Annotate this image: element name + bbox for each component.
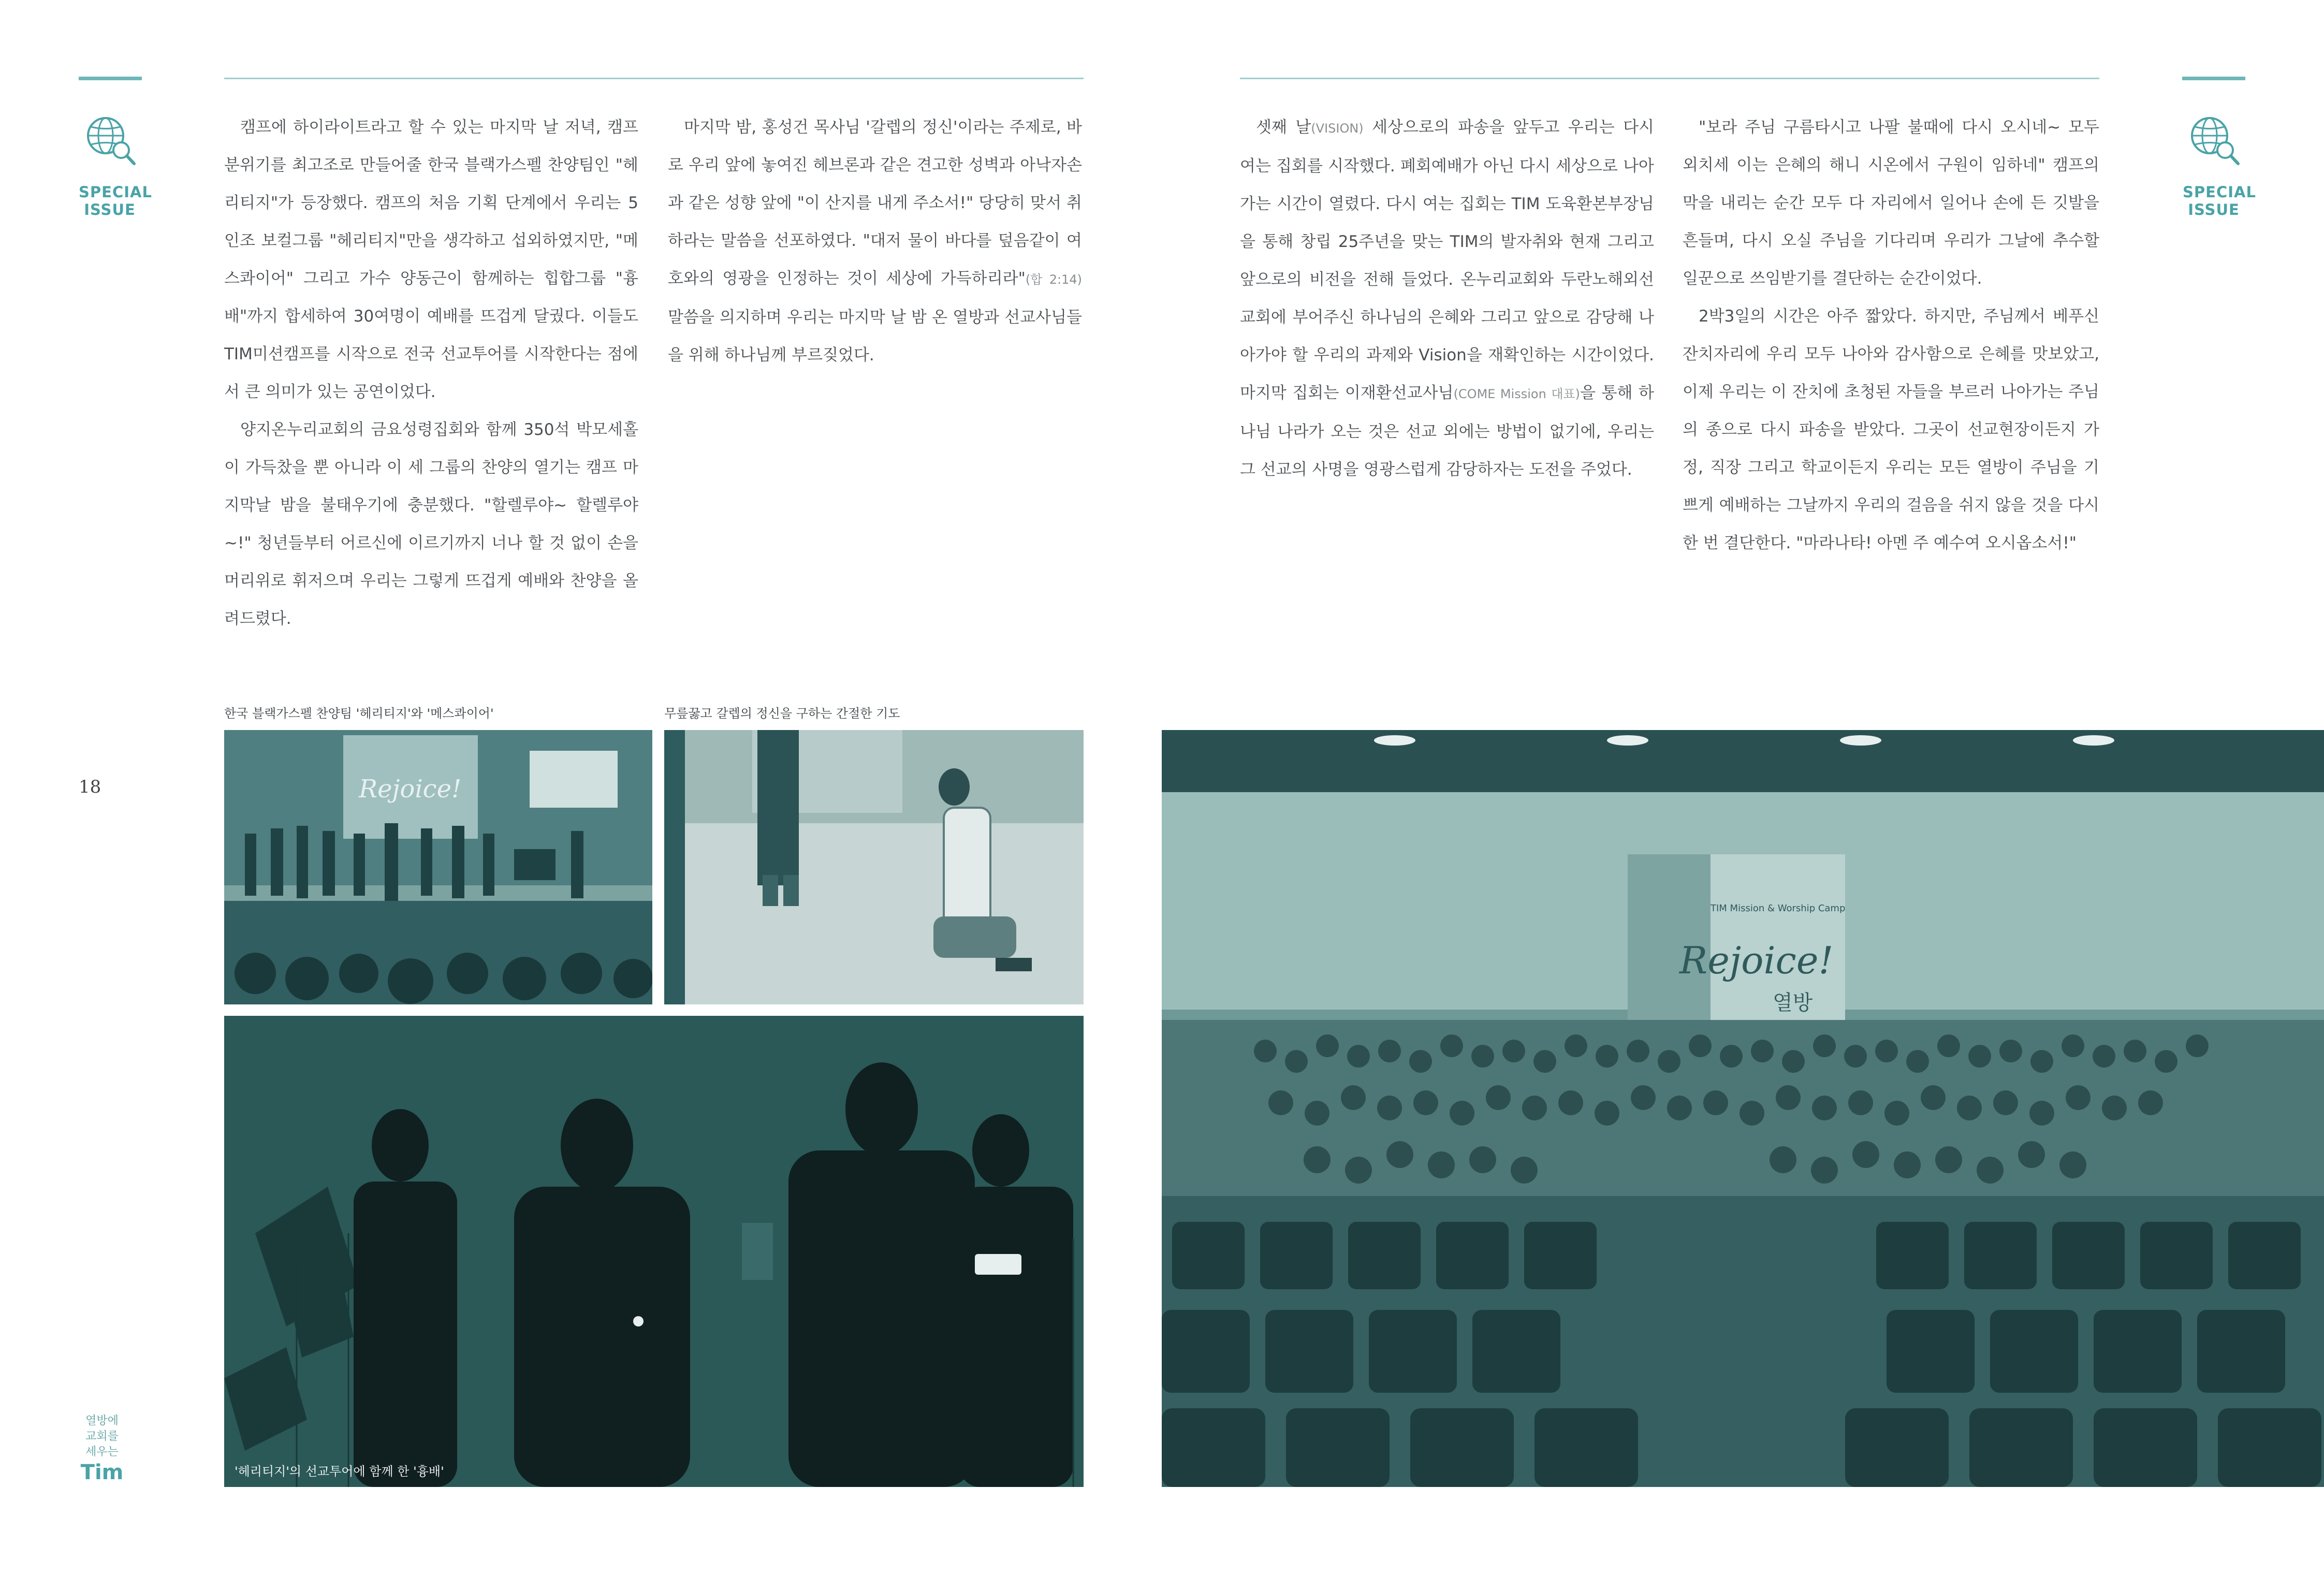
side-logo [79,1413,125,1485]
side-logo-line1: 열방에 [85,1414,119,1427]
photo-caption-1: 한국 블랙가스펠 찬양팀 '헤리티지'와 '메스콰이어' [224,706,494,721]
badge-line2: ISSUE [2188,201,2240,218]
banner-text: Rejoice! [1679,939,1834,982]
col2-text-a: 마지막 밤, 홍성건 목사님 '갈렙의 정신'이라는 주제로, 바로 우리 앞에 놓여진 헤브론과 같은 견고한 성벽과 아낙자손과 같은 성향 앞에 "이 산지를 내게 주소서!" 당당히 맞서 취하라는 말씀을 선포하였다. "대저 물이 바다를 덮음같이 여호와의 영광을 인정하는 것이 세상에 가득하리라" [668,118,1082,288]
left-article-column-1 [224,109,638,638]
special-issue-badge-left [79,113,152,218]
right-accent-rule [2182,77,2245,80]
vision-tag: (VISION) [1311,121,1364,136]
banner-sub: 열방 [1773,991,1813,1015]
col3-text-a: 셋째 날 [1256,118,1311,137]
left-article-column-2 [668,109,1082,374]
photo-group-camp [1162,730,2324,1487]
banner-text: Rejoice! [359,775,462,804]
left-accent-rule [79,77,142,80]
come-mission-tag: (COME Mission 대표) [1453,387,1580,401]
paragraph: 캠프에 하이라이트라고 할 수 있는 마지막 날 저녁, 캠프 분위기를 최고조로 만들어줄 한국 블랙가스펠 찬양팀인 "헤리티지"가 등장했다. 캠프의 처음 기획 단계에서 우리는 5인조 보컬그룹 "헤리티지"만을 생각하고 섭외하였지만, "메스콰이어" 그리고 가수 양동근이 함께하는 힙합그룹 "흉배"까지 합세하여 30여명이 예배를 뜨겁게 달궜다. 이들도 TIM미션캠프를 시작으로 전국 선교투어를 시작한다는 점에서 큰 의미가 있는 공연이었다. [224,118,638,401]
badge-line1: SPECIAL [2183,183,2256,201]
col2-text-b: 말씀을 의지하며 우리는 마지막 날 밤 온 열방과 선교사님들을 위해 하나님께 부르짖었다. [668,308,1082,364]
photo-kneeling-prayer [664,730,1084,1004]
globe-search-icon [83,113,137,167]
col3-text-c: 을 통해 하나님 나라가 오는 것은 선교 외에는 방법이 없기에, 우리는 그 선교의 사명을 영광스럽게 감당하자는 도전을 주었다. [1240,384,1654,479]
tim-logo: Tim [80,1461,124,1484]
photo-caption-2: 무릎꿇고 갈렙의 정신을 구하는 간절한 기도 [664,706,900,721]
left-top-rule [224,78,1084,79]
globe-search-icon [2187,113,2241,167]
paragraph [668,109,1082,374]
photo-caption-3: '헤리티지'의 선교투어에 함께 한 '흉배' [235,1464,444,1479]
scripture-reference: (합 2:14) [1025,272,1082,287]
right-article-column-2 [1683,109,2099,562]
special-issue-badge-right [2183,113,2256,218]
badge-line2: ISSUE [84,201,136,218]
right-article-column-1 [1240,109,1654,489]
paragraph [1240,109,1654,489]
banner-title: TIM Mission & Worship Camp [1711,903,1846,914]
right-top-rule [1240,78,2099,79]
col3-text-b: 세상으로의 파송을 앞두고 우리는 다시 여는 집회를 시작했다. 폐회예배가 아닌 다시 세상으로 나아가는 시간이 열렸다. 다시 여는 집회는 TIM 도육환본부장님을 통해 창립 25주년을 맞는 TIM의 발자취와 현재 그리고 앞으로의 비전을 전해 들었다. 온누리교회와 두란노해외선교회에 부어주신 하나님의 은혜와 그리고 앞으로 감당해 나아가야 할 우리의 과제와 Vision을 재확인하는 시간이었다. 마지막 집회는 이재환선교사님 [1240,118,1654,402]
paragraph: 2박3일의 시간은 아주 짧았다. 하지만, 주님께서 베푸신 잔치자리에 우리 모두 나아와 감사함으로 은혜를 맛보았고, 이제 우리는 이 잔치에 초청된 자들을 부르러 나아가는 주님의 종으로 다시 파송을 받았다. 그곳이 선교현장이든지 가정, 직장 그리고 학교이든지 우리는 모든 열방이 주님을 기쁘게 예배하는 그날까지 우리의 걸음을 쉬지 않을 것을 다시 한 번 결단한다. "마라나타! 아멘 주 예수여 오시옵소서!" [1683,307,2099,552]
paragraph: 양지온누리교회의 금요성령집회와 함께 350석 박모세홀이 가득찼을 뿐 아니라 이 세 그룹의 찬양의 열기는 캠프 마지막날 밤을 불태우기에 충분했다. "할렐루야~ 할렐루야~!" 청년들부터 어르신에 이르기까지 너나 할 것 없이 손을 머리위로 휘저으며 우리는 그렇게 뜨겁게 예배와 찬양을 올려드렸다. [224,420,638,628]
side-logo-line3: 세우는 [85,1446,119,1458]
paragraph: "보라 주님 구름타시고 나팔 불때에 다시 오시네~ 모두 외치세 이는 은혜의 해니 시온에서 구원이 임하네" 캠프의 막을 내리는 순간 모두 다 자리에서 일어나 손에 든 깃발을 흔들며, 다시 오실 주님을 기다리며 우리가 그날에 추수할 일꾼으로 쓰임받기를 결단하는 순간이었다. [1683,118,2099,288]
photo-stage-worship [224,730,652,1004]
side-logo-line2: 교회를 [85,1430,119,1443]
photo-heritage-singers [224,1016,1084,1487]
page-number: 18 [79,777,101,797]
badge-line1: SPECIAL [79,183,152,201]
